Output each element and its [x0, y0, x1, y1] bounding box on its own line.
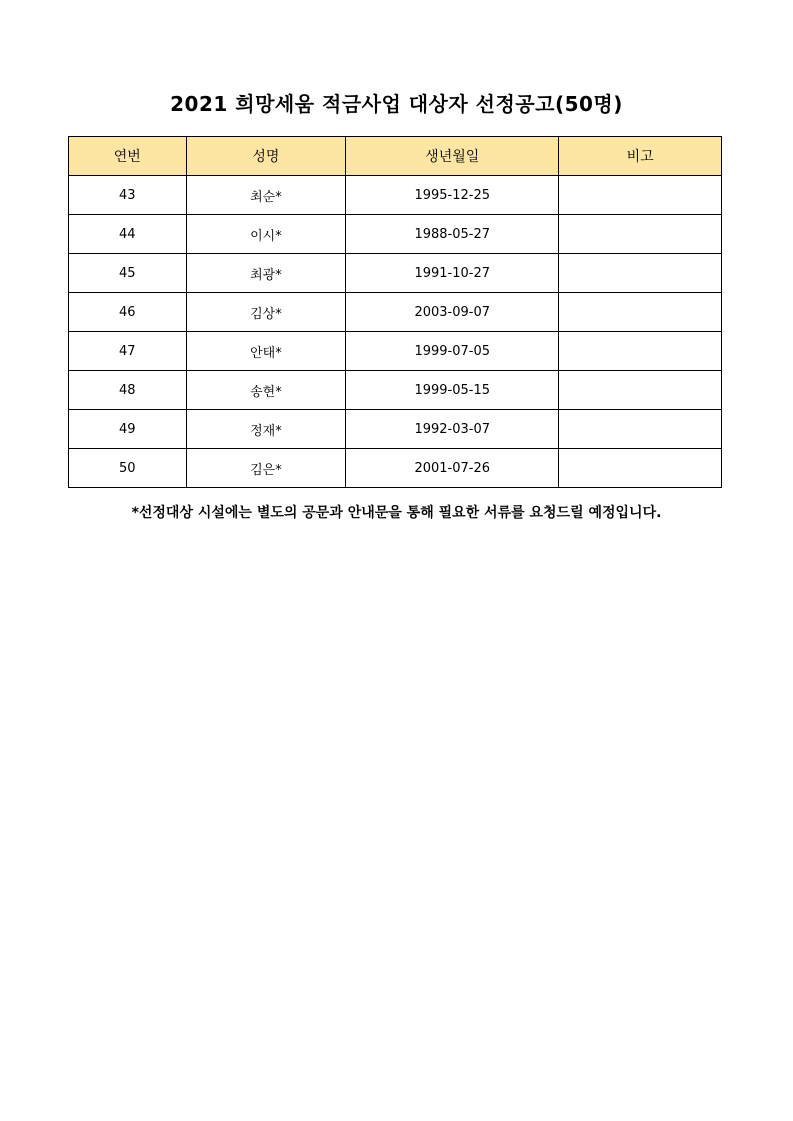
- cell-remarks: [559, 293, 722, 332]
- cell-remarks: [559, 215, 722, 254]
- selection-table: [68, 136, 722, 488]
- cell-birth-date: 2003-09-07: [346, 293, 559, 332]
- cell-serial-number: 49: [69, 410, 187, 449]
- table-row: [69, 410, 722, 449]
- table-row: [69, 332, 722, 371]
- cell-name: 김은*: [186, 449, 346, 488]
- cell-serial-number: 47: [69, 332, 187, 371]
- cell-birth-date: 1988-05-27: [346, 215, 559, 254]
- cell-name: 안태*: [186, 332, 346, 371]
- cell-serial-number: 43: [69, 176, 187, 215]
- cell-birth-date: 2001-07-26: [346, 449, 559, 488]
- table-row: [69, 293, 722, 332]
- cell-name: 송현*: [186, 371, 346, 410]
- cell-remarks: [559, 176, 722, 215]
- table-row: [69, 215, 722, 254]
- cell-remarks: [559, 410, 722, 449]
- table-row: [69, 449, 722, 488]
- cell-name: 정재*: [186, 410, 346, 449]
- cell-serial-number: 50: [69, 449, 187, 488]
- table-header-row: [69, 137, 722, 176]
- cell-name: 김상*: [186, 293, 346, 332]
- cell-birth-date: 1999-07-05: [346, 332, 559, 371]
- cell-remarks: [559, 332, 722, 371]
- footnote: *선정대상 시설에는 별도의 공문과 안내문을 통해 필요한 서류를 요청드릴 예정입니다.: [131, 505, 662, 521]
- table-row: [69, 371, 722, 410]
- cell-serial-number: 48: [69, 371, 187, 410]
- cell-birth-date: 1991-10-27: [346, 254, 559, 293]
- cell-serial-number: 44: [69, 215, 187, 254]
- cell-serial-number: 46: [69, 293, 187, 332]
- cell-name: 최순*: [186, 176, 346, 215]
- cell-name: 최광*: [186, 254, 346, 293]
- table-row: [69, 254, 722, 293]
- header-remarks: 비고: [559, 137, 722, 176]
- cell-remarks: [559, 371, 722, 410]
- header-birth-date: 생년월일: [346, 137, 559, 176]
- cell-birth-date: 1992-03-07: [346, 410, 559, 449]
- table-row: [69, 176, 722, 215]
- cell-remarks: [559, 449, 722, 488]
- page-title: 2021 희망세움 적금사업 대상자 선정공고(50명): [170, 92, 623, 116]
- cell-birth-date: 1995-12-25: [346, 176, 559, 215]
- cell-serial-number: 45: [69, 254, 187, 293]
- cell-remarks: [559, 254, 722, 293]
- cell-birth-date: 1999-05-15: [346, 371, 559, 410]
- header-serial-number: 연번: [69, 137, 187, 176]
- header-name: 성명: [186, 137, 346, 176]
- cell-name: 이시*: [186, 215, 346, 254]
